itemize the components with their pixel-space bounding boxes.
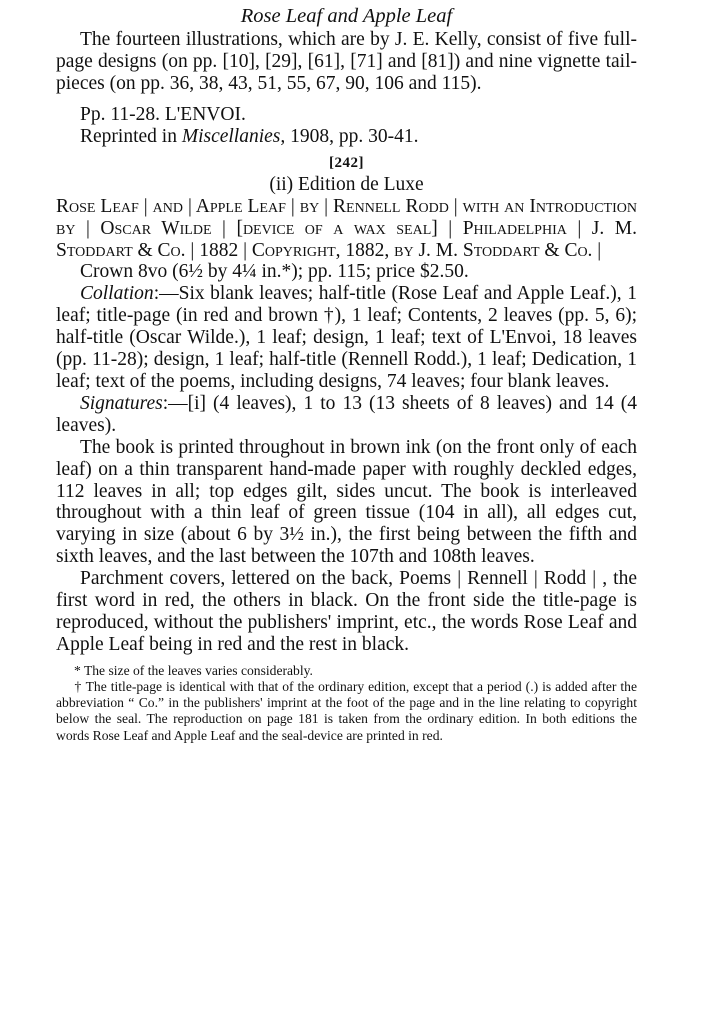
collation-paragraph — [56, 283, 637, 393]
collation-text: :—Six blank leaves; half-title (Rose Leaf and Apple Leaf.), 1 leaf; title-page (in red and brown †), 1 leaf; Contents, 2 leaves (pp. 5, 6); half-title (Oscar Wilde.), 1 leaf; design, 1 leaf; text of L'Envoi, 18 leaves (pp. 11-28); design, 1 leaf; half-title (Rennell Rodd.), 1 leaf; Dedication, 1 leaf; text of the poems, including designs, 74 leaves; four blank leaves. — [56, 283, 637, 392]
reprint-suffix: 1908, pp. 30-41. — [285, 125, 419, 147]
spacer — [56, 95, 637, 104]
format-line: Crown 8vo (6½ by 4¼ in.*); pp. 115; price $2.50. — [80, 261, 469, 283]
illustrations-paragraph: The fourteen illustrations, which are by J. E. Kelly, consist of five full-page designs (on pp. [10], [29], [61], [71] and [81]) and nine vignette tail-pieces (on pp. 36, 38, 43, 51, 55, 67, 90, 106 and 115). — [56, 29, 637, 94]
reprint-line — [80, 126, 637, 148]
running-heading: Rose Leaf and Apple Leaf — [240, 5, 453, 27]
signatures-text: :—[i] (4 leaves), 1 to 13 (13 sheets of 8 leaves) and 14 (4 leaves). — [56, 392, 637, 436]
collation-label: Collation — [80, 283, 154, 305]
footnote-size — [56, 663, 637, 679]
reprint-prefix: Reprinted in — [80, 125, 182, 147]
covers-paragraph: Parchment covers, lettered on the back, Poems | Rennell | Rodd | , the first word in red, the others in black. On the front side the title-page is reproduced, without the publishers' imprint, etc., the words Rose Leaf and Apple Leaf being in red and the rest in black. — [56, 568, 637, 655]
title-page-transcription: Rose Leaf | and | Apple Leaf | by | Rennell Rodd | with an Introduction by | Oscar Wilde | [device of a wax seal] | Philadelphia | J. M. Stoddart & Co. | 1882 | Copyright, 1882, by J. M. Stoddart & Co. | — [56, 195, 637, 261]
reprint-title: Miscellanies, — [181, 125, 286, 147]
pages-line: Pp. 11-28. L'ENVOI. — [80, 103, 246, 125]
section-heading: (ii) Edition de Luxe — [269, 173, 424, 195]
footnote-size-text: * The size of the leaves varies considerably. — [74, 662, 313, 678]
footnote-title-page — [56, 679, 637, 744]
printing-paragraph: The book is printed throughout in brown ink (on the front only of each leaf) on a thin transparent hand-made paper with roughly deckled edges, 112 leaves in all; top edges gilt, sides uncut. The book is interleaved throughout with a thin leaf of green tissue (104 in all), all edges cut, varying in size (about 6 by 3½ in.), the first being between the fifth and sixth leaves, and the last between the 107th and 108th leaves. — [56, 436, 637, 568]
footnotes — [56, 663, 637, 744]
footnote-title-page-text: † The title-page is identical with that of the ordinary edition, except that a period (.) is added after the abbreviation “ Co.” in the publishers' imprint at the foot of the page and in the line relating to copyright below the seal. The reproduction on page 181 is taken from the ordinary edition. In both editions the words Rose Leaf and Apple Leaf and the seal-device are printed in red. — [56, 678, 637, 743]
signatures-paragraph — [56, 393, 637, 437]
page-number: [242] — [329, 154, 364, 171]
signatures-label: Signatures — [80, 392, 163, 414]
